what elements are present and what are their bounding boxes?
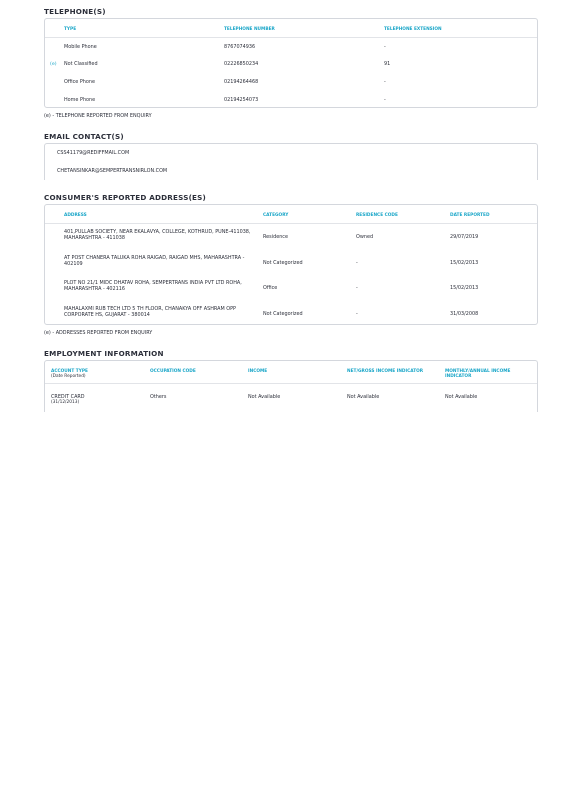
telephone-row-4-extension: - [384,97,386,103]
address-row-2-date: 15/02/2013 [450,260,479,266]
addresses-title: CONSUMER'S REPORTED ADDRESS(ES) [44,193,207,202]
employment-table [44,360,538,412]
address-row-1-residence-code: Owned [356,234,374,240]
employment-row-monthly-annual: Not Available [445,394,478,400]
telephone-row-2-extension: 91 [384,61,391,67]
employment-row-date: (31/12/2013) [51,400,80,405]
address-row-1-category: Residence [263,234,289,240]
address-row-3-residence-code: - [356,285,358,291]
telephones-table [44,18,538,108]
address-row-2-category: Not Categorized [263,260,303,266]
addresses-header-category: CATEGORY [263,213,289,218]
addresses-header-date-reported: DATE REPORTED [450,213,490,218]
email-item-1: CSS41179@REDIFFMAIL.COM [57,150,130,156]
address-row-4-residence-code: - [356,311,358,317]
employment-header-account-type [51,369,141,380]
address-row-4-address: MAHALAXMI RUB TECH LTD 5 TH FLOOR, CHANAKYA OFF ASHRAM OPP CORPORATE HS, GUJARAT - 380014 [64,306,236,318]
employment-row-income: Not Available [248,394,281,400]
telephone-row-3-type: Office Phone [64,79,95,85]
addresses-header-address: ADDRESS [64,213,87,218]
address-row-4-date: 31/03/2008 [450,311,479,317]
employment-header-monthly-annual: MONTHLY/ANNUAL INCOME INDICATOR [445,369,511,380]
emails-box [44,143,538,180]
telephones-header-divider [45,37,537,38]
employment-header-divider [45,383,537,384]
telephone-row-1-extension: - [384,44,386,50]
employment-row-account-type [51,394,85,406]
employment-title: EMPLOYMENT INFORMATION [44,349,164,358]
employment-row-account-type-label: CREDIT CARD [51,394,85,400]
employment-header-income: INCOME [248,369,268,374]
telephone-row-3-number: 02194264468 [224,79,259,85]
address-row-3-category: Office [263,285,278,291]
emails-title: EMAIL CONTACT(S) [44,132,124,141]
employment-header-account-type-sub: (Date Reported) [51,374,86,380]
telephones-header-extension: TELEPHONE EXTENSION [384,27,442,32]
telephone-row-2-number: 02226850234 [224,61,259,67]
telephones-title: TELEPHONE(S) [44,7,106,16]
addresses-header-divider [45,223,537,224]
telephones-note: (e) - TELEPHONE REPORTED FROM ENQUIRY [44,113,152,119]
addresses-note: (e) - ADDRESSES REPORTED FROM ENQUIRY [44,330,153,336]
address-row-4-category: Not Categorized [263,311,303,317]
address-row-2-address: AT POST CHANERA TALUKA ROHA RAIGAD, RAIGAD MHS, MAHARASHTRA - 402109 [64,255,245,267]
telephones-header-number: TELEPHONE NUMBER [224,27,275,32]
addresses-header-residence-code: RESIDENCE CODE [356,213,398,218]
address-row-3-date: 15/02/2013 [450,285,479,291]
addresses-table [44,204,538,325]
address-row-3-address: PLOT NO 21/1 MIDC DHATAV ROHA, SEMPERTRANS INDIA PVT LTD ROHA, MAHARASHTRA - 402116 [64,280,242,292]
address-row-1-date: 29/07/2019 [450,234,479,240]
employment-row-occupation: Others [150,394,167,400]
employment-header-net-gross: NET/GROSS INCOME INDICATOR [347,369,424,374]
address-row-1-address: 401,PULLAB SOCIETY, NEAR EKALAVYA, COLLEGE, KOTHRUD, PUNE-411038, MAHARASHTRA - 411038 [64,229,251,241]
employment-header-account-type-label: ACCOUNT TYPE [51,369,88,374]
telephone-row-1-type: Mobile Phone [64,44,97,50]
telephone-row-4-number: 02194254073 [224,97,259,103]
telephone-row-4-type: Home Phone [64,97,96,103]
employment-row-net-gross: Not Available [347,394,380,400]
telephone-row-1-number: 8767074936 [224,44,256,50]
telephone-row-3-extension: - [384,79,386,85]
email-item-2: CHETANSINKAR@SEMPERTRANSNIRLON.COM [57,168,168,174]
telephone-row-2-enquiry-marker: (e) [50,62,57,67]
employment-header-occupation: OCCUPATION CODE [150,369,196,374]
telephone-row-2-type: Not Classified [64,61,98,67]
address-row-2-residence-code: - [356,260,358,266]
telephones-header-type: TYPE [64,27,77,32]
